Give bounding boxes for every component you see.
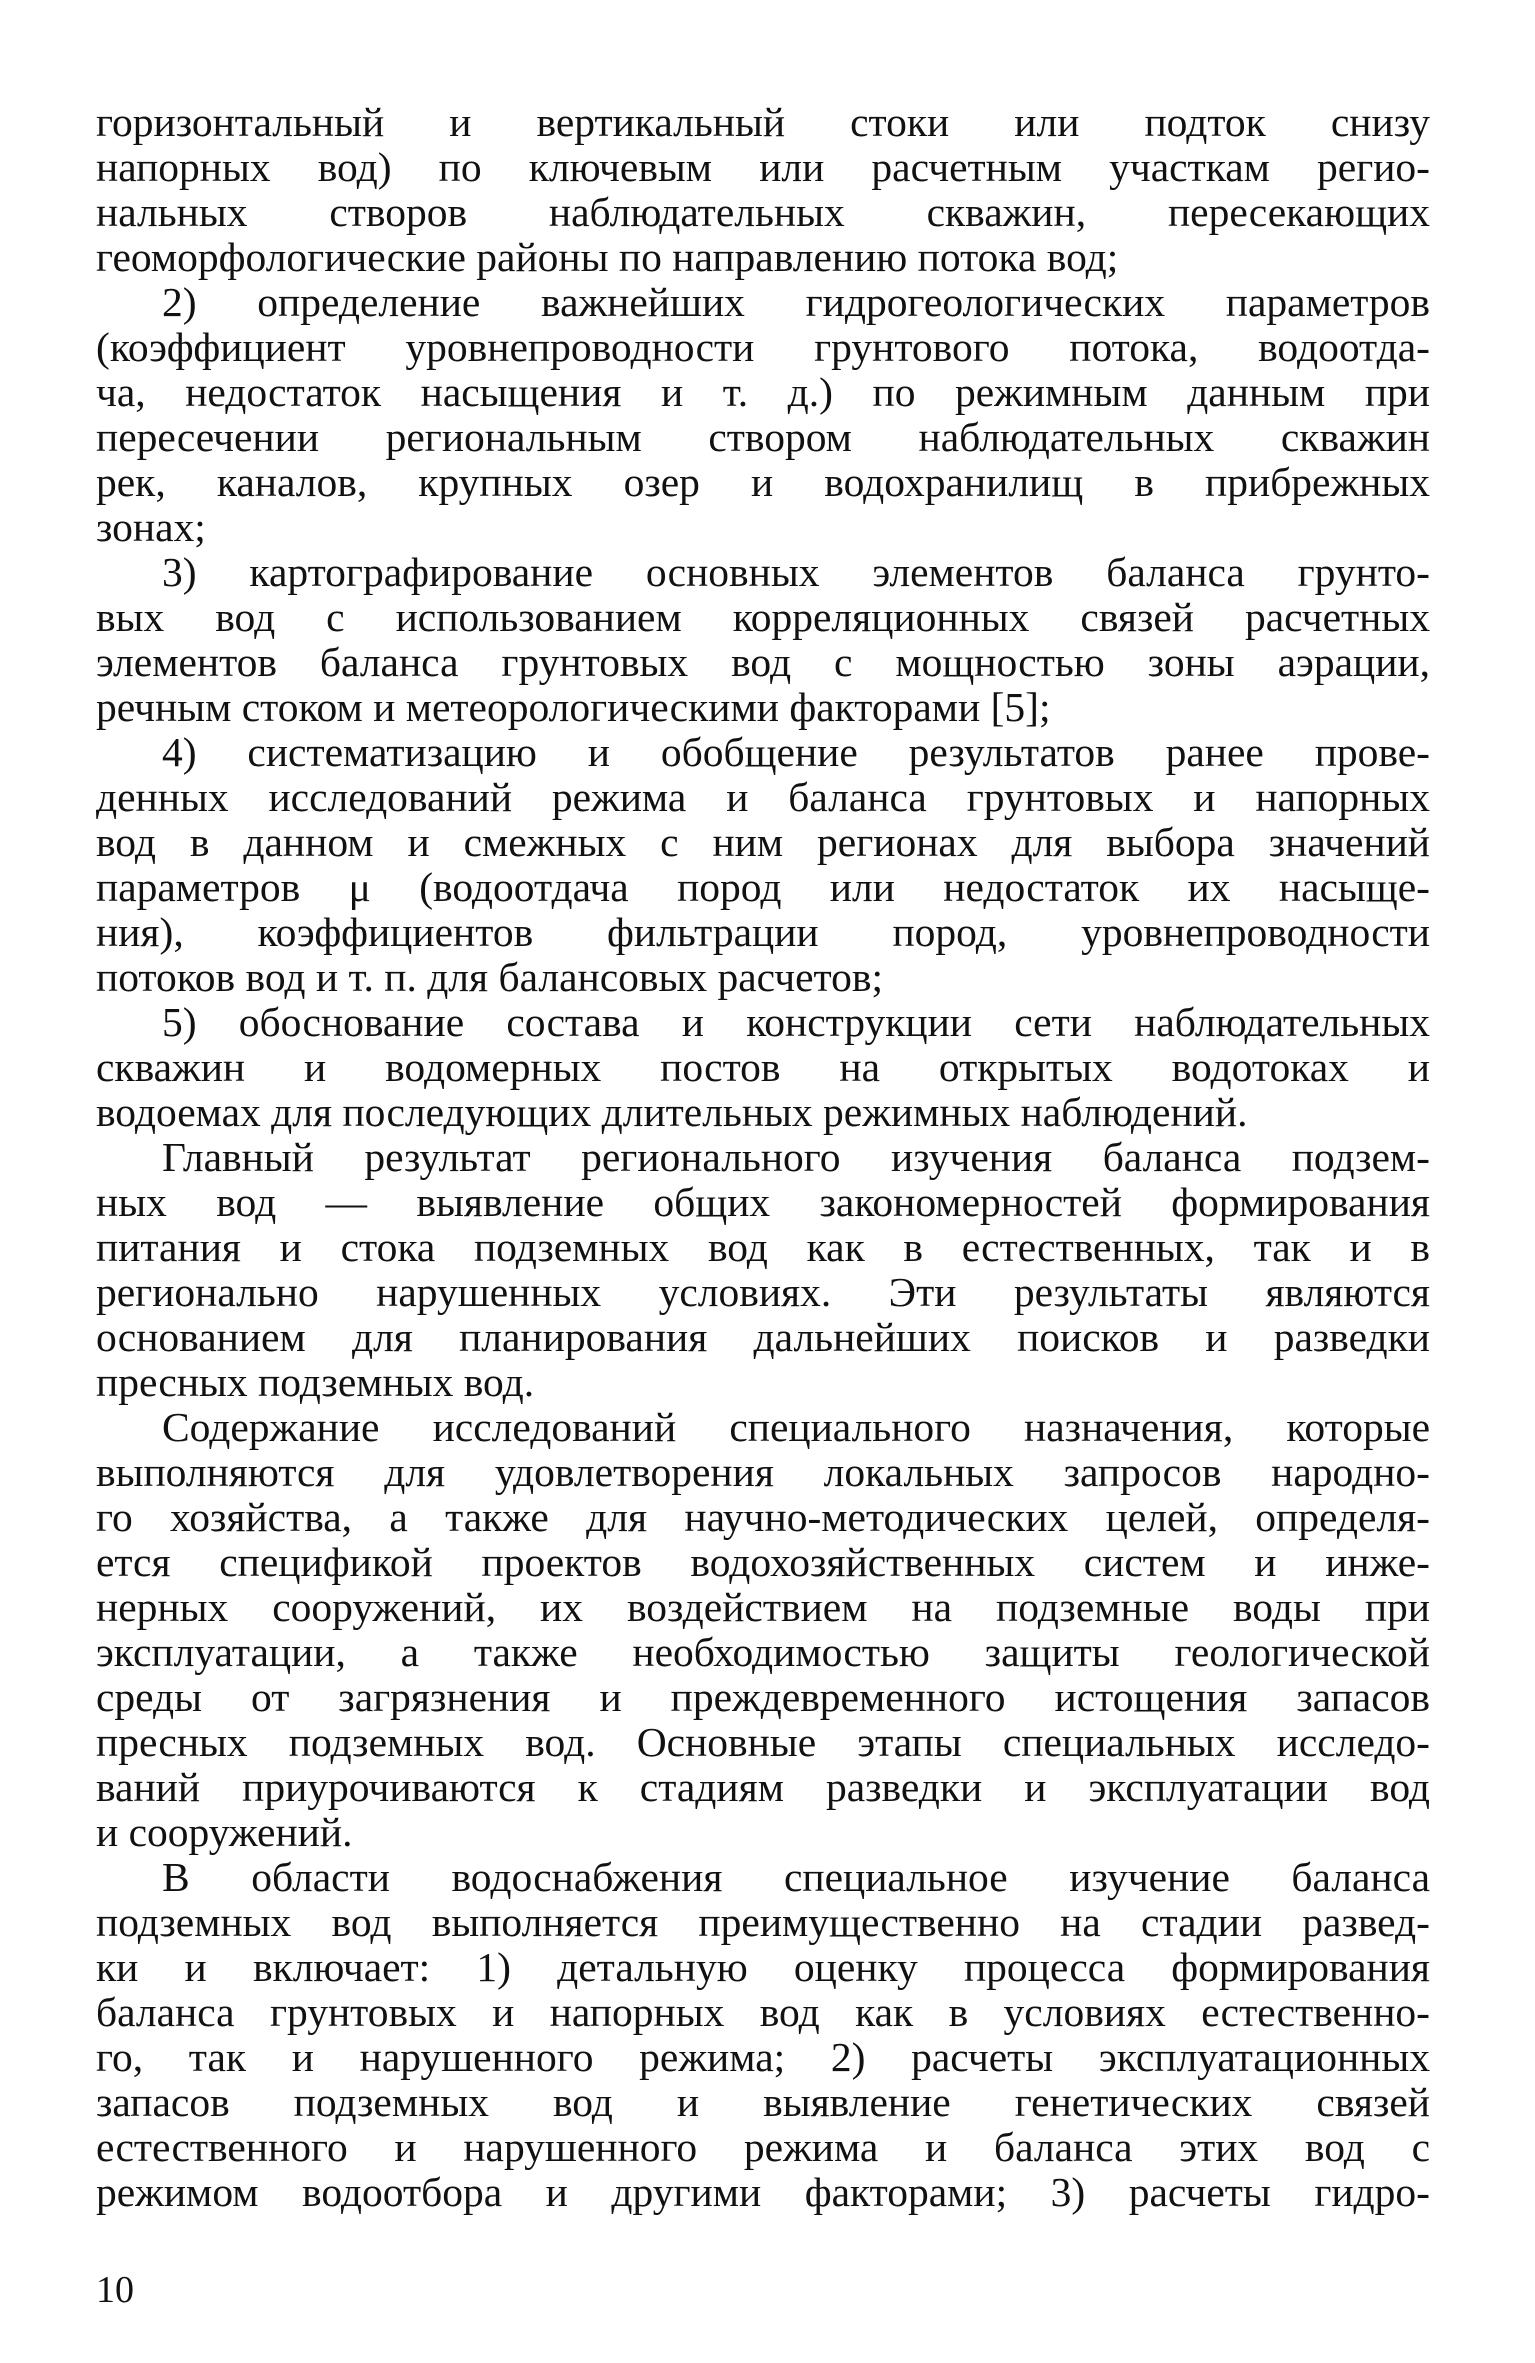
text-line: и сооружений. [96,1810,353,1855]
text-line: элементов баланса грунтовых вод с мощностью зоны аэрации, [96,640,1430,685]
paragraph [96,280,1430,550]
text-line: питания и стока подземных вод как в естественных, так и в [96,1225,1430,1270]
text-line: запасов подземных вод и выявление генетических связей [96,2080,1430,2125]
text-line: выполняются для удовлетворения локальных запросов народно- [96,1450,1430,1495]
text-line: нальных створов наблюдательных скважин, пересекающих [96,190,1430,235]
text-line: 4) систематизацию и обобщение результатов ранее прове- [162,730,1430,775]
paragraph [96,1000,1430,1135]
text-line: Главный результат регионального изучения баланса подзем- [162,1135,1430,1180]
text-line: режимом водоотбора и другими факторами; 3) расчеты гидро- [96,2170,1430,2215]
paragraph [96,730,1430,1000]
paragraph [96,1855,1430,2215]
text-line: основанием для планирования дальнейших поисков и разведки [96,1315,1430,1360]
text-line: 2) определение важнейших гидрогеологических параметров [162,280,1430,325]
text-line: вод в данном и смежных с ним регионах для выбора значений [96,820,1430,865]
text-line: ки и включает: 1) детальную оценку процесса формирования [96,1945,1430,1990]
text-line: ных вод — выявление общих закономерностей формирования [96,1180,1430,1225]
text-line: баланса грунтовых и напорных вод как в условиях естественно- [96,1990,1430,2035]
page-number: 10 [96,2269,134,2311]
text-line: го хозяйства, а также для научно-методических целей, определя- [96,1495,1430,1540]
paragraph [96,550,1430,730]
text-line: Содержание исследований специального назначения, которые [162,1405,1430,1450]
text-line: зонах; [96,505,206,550]
text-line: 3) картографирование основных элементов баланса грунто- [162,550,1430,595]
text-line: регионально нарушенных условиях. Эти результаты являются [96,1270,1430,1315]
text-line: подземных вод выполняется преимущественно на стадии развед- [96,1900,1430,1945]
text-line: напорных вод) по ключевым или расчетным участкам регио- [96,145,1430,190]
text-line: пресных подземных вод. Основные этапы специальных исследо- [96,1720,1430,1765]
text-line: денных исследований режима и баланса грунтовых и напорных [96,775,1430,820]
text-line: водоемах для последующих длительных режимных наблюдений. [96,1090,1248,1135]
text-line: ча, недостаток насыщения и т. д.) по режимным данным при [96,370,1430,415]
text-line: ется спецификой проектов водохозяйственных систем и инже- [96,1540,1430,1585]
paragraph [96,1135,1430,1405]
text-line: В области водоснабжения специальное изучение баланса [162,1855,1430,1900]
text-line: геоморфологические районы по направлению потока вод; [96,235,1119,280]
text-line: (коэффициент уровнепроводности грунтового потока, водоотда- [96,325,1430,370]
paragraph [96,100,1430,280]
text-line: пресных подземных вод. [96,1360,535,1405]
text-line: речным стоком и метеорологическими факторами [5]; [96,685,1051,730]
text-line: естественного и нарушенного режима и баланса этих вод с [96,2125,1430,2170]
text-line: рек, каналов, крупных озер и водохранилищ в прибрежных [96,460,1430,505]
text-line: 5) обоснование состава и конструкции сети наблюдательных [162,1000,1430,1045]
text-line: нерных сооружений, их воздействием на подземные воды при [96,1585,1430,1630]
text-line: го, так и нарушенного режима; 2) расчеты эксплуатационных [96,2035,1430,2080]
page-body [96,100,1430,2215]
text-line: параметров μ (водоотдача пород или недостаток их насыще- [96,865,1430,910]
text-line: ния), коэффициентов фильтрации пород, уровнепроводности [96,910,1430,955]
text-line: потоков вод и т. п. для балансовых расчетов; [96,955,884,1000]
text-line: скважин и водомерных постов на открытых водотоках и [96,1045,1430,1090]
text-line: вых вод с использованием корреляционных связей расчетных [96,595,1430,640]
paragraph [96,1405,1430,1855]
text-line: пересечении региональным створом наблюдательных скважин [96,415,1430,460]
text-line: ваний приурочиваются к стадиям разведки и эксплуатации вод [96,1765,1430,1810]
text-line: эксплуатации, а также необходимостью защиты геологической [96,1630,1430,1675]
text-line: горизонтальный и вертикальный стоки или подток снизу [96,100,1430,145]
text-line: среды от загрязнения и преждевременного истощения запасов [96,1675,1430,1720]
